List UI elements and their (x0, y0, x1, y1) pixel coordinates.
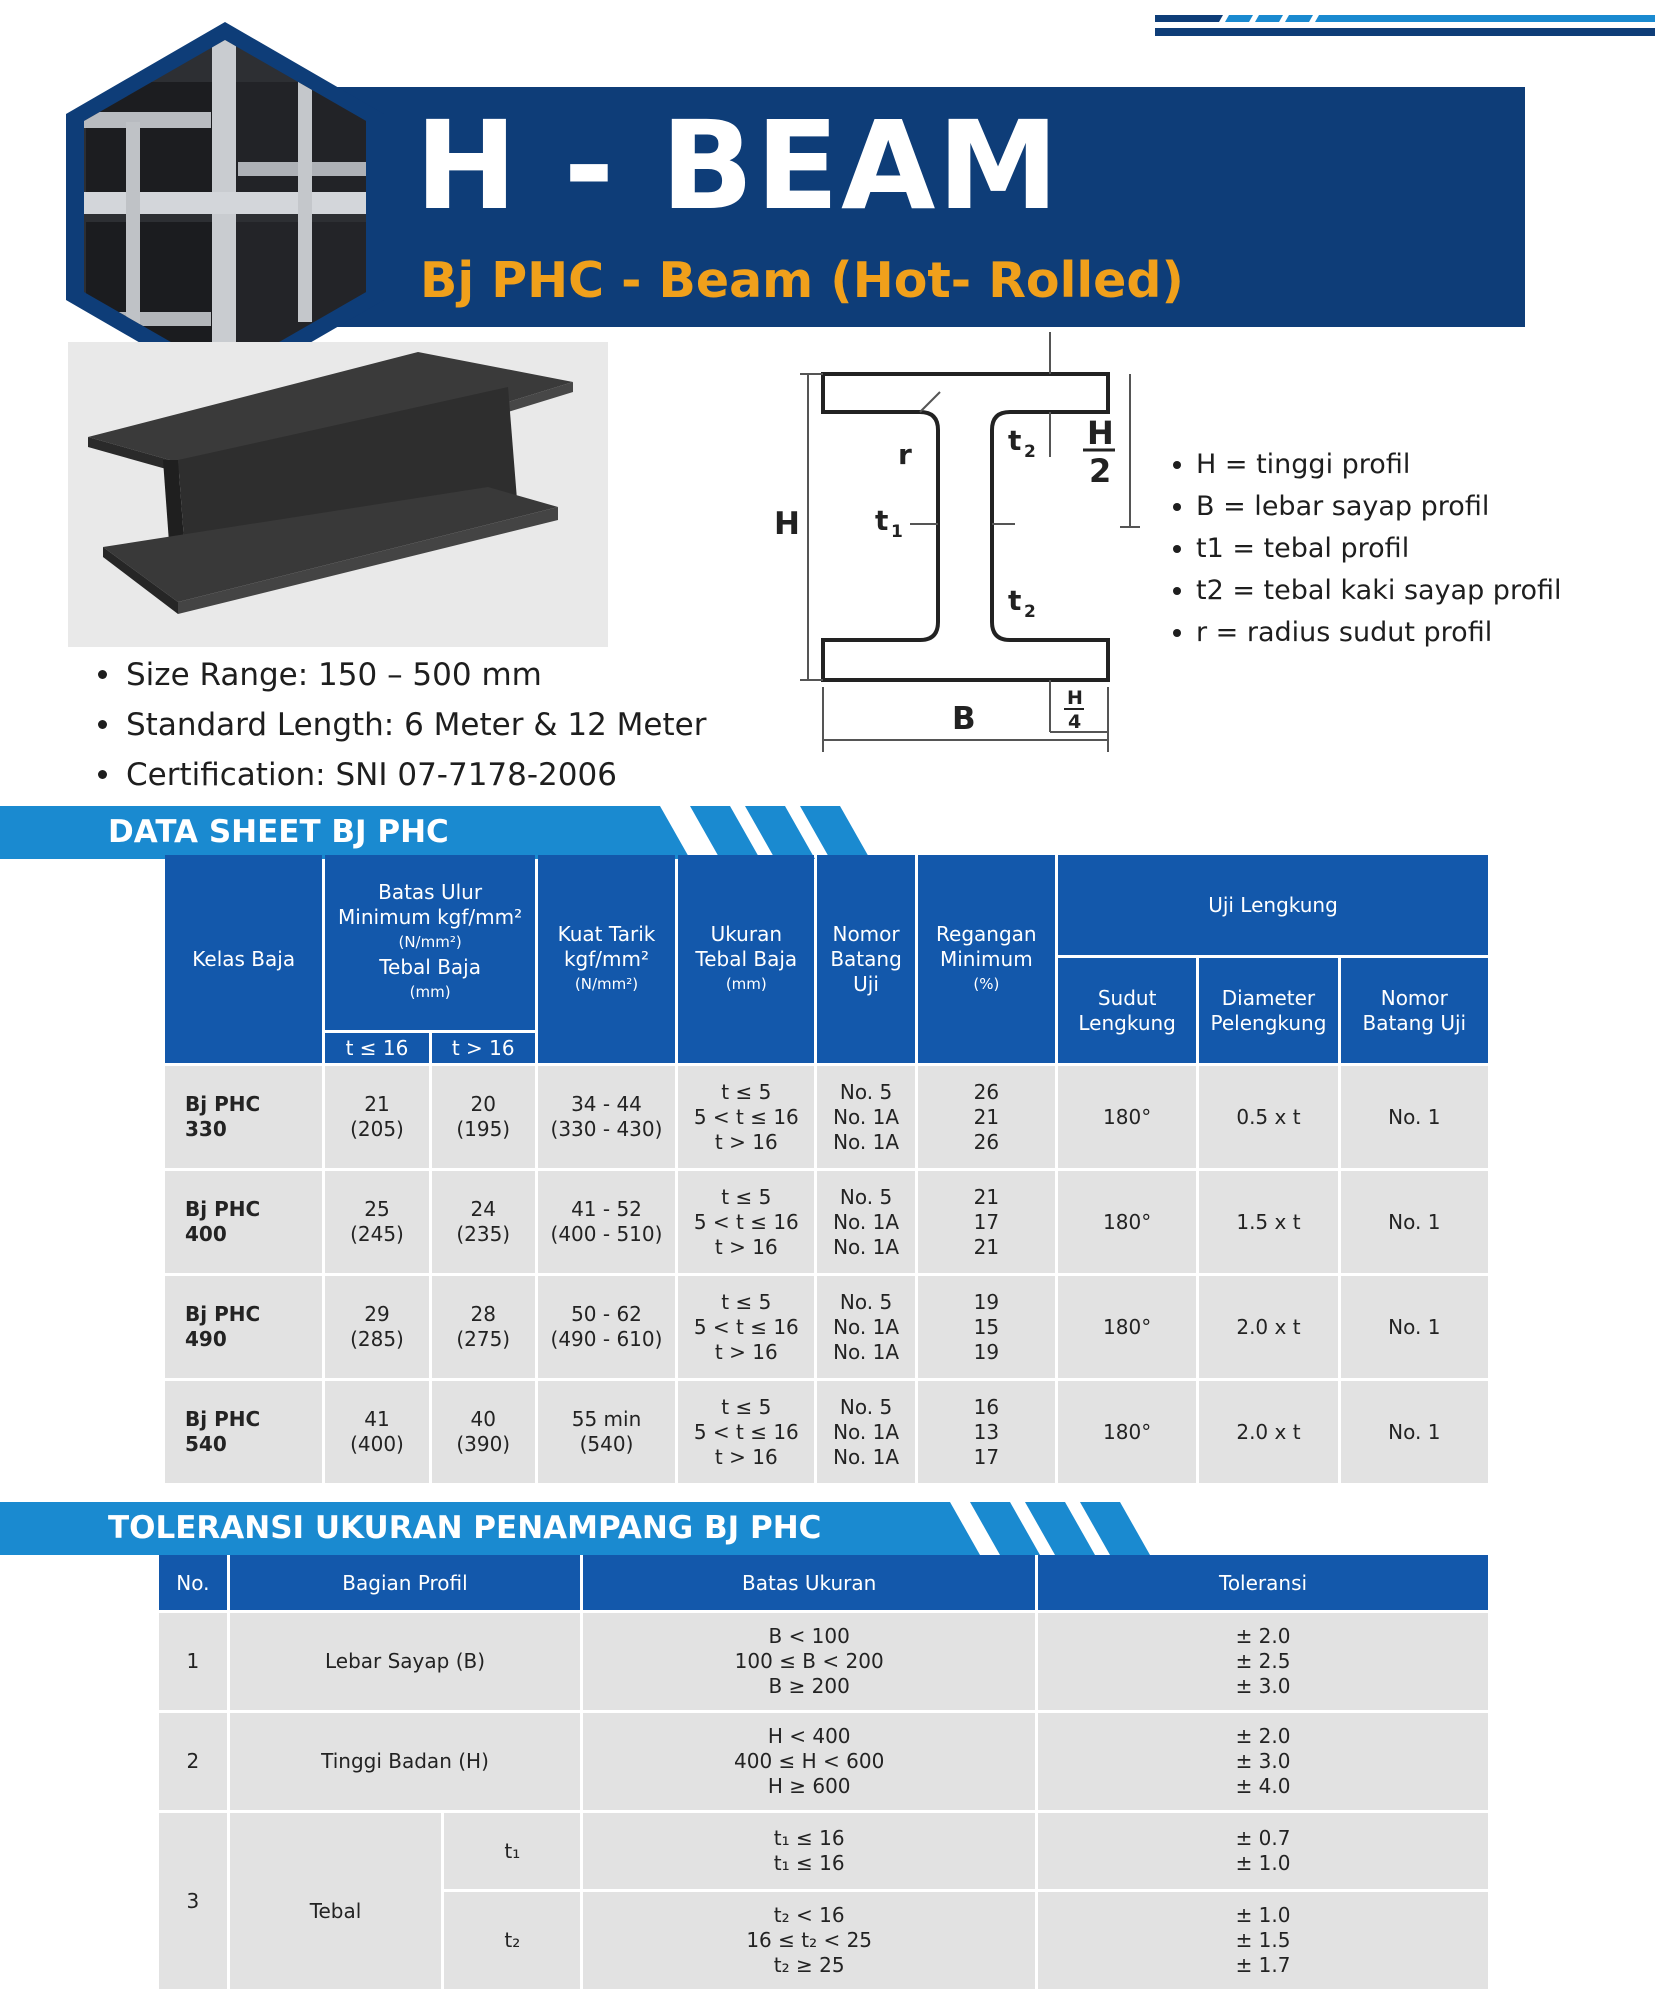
header-t-gt-16: t > 16 (432, 1033, 535, 1063)
beam-stack-photo (66, 22, 384, 392)
table-row: Bj PHC 330 21 (205) 20 (195) 34 - 44 (330 - 430) t ≤ 5 5 < t ≤ 16 t > 16 No. 5 No. 1A No. 1A 26 21 26 180° 0.5 x t No. 1 (165, 1066, 1488, 1168)
header-toleransi: Toleransi (1038, 1555, 1488, 1610)
label-t2-bottom: t (1008, 584, 1022, 617)
header-t-le-16: t ≤ 16 (325, 1033, 428, 1063)
header-batas-ulur: Batas Ulur Minimum kgf/mm² (N/mm²) Tebal Baja (mm) (325, 855, 534, 1030)
header-uji-lengkung: Uji Lengkung (1058, 855, 1488, 955)
spec-list (90, 650, 706, 800)
label-b: B (952, 701, 976, 737)
label-r: r (898, 438, 912, 471)
dimension-legend (1166, 444, 1561, 654)
table-row: 1 Lebar Sayap (B) B < 100 100 ≤ B < 200 B ≥ 200 ± 2.0 ± 2.5 ± 3.0 (159, 1613, 1488, 1710)
table-row: 3 Tebal t₁ t₁ ≤ 16 t₁ ≤ 16 ± 0.7 ± 1.0 (159, 1813, 1488, 1889)
legend-item: H = tinggi profil (1166, 444, 1561, 486)
decorative-stripes (1155, 14, 1655, 44)
header-bagian-profil: Bagian Profil (230, 1555, 581, 1610)
label-t2-top: t (1008, 424, 1022, 457)
tolerance-table (156, 1552, 1491, 1992)
label-half-numerator: H (1087, 414, 1114, 452)
table-row: Bj PHC 400 25 (245) 24 (235) 41 - 52 (400 - 510) t ≤ 5 5 < t ≤ 16 t > 16 No. 5 No. 1A No. 1A 21 17 21 180° 1.5 x t No. 1 (165, 1171, 1488, 1273)
tolerance-banner (0, 1502, 1150, 1555)
label-half-denominator: 2 (1089, 452, 1112, 490)
table-row: Bj PHC 490 29 (285) 28 (275) 50 - 62 (490 - 610) t ≤ 5 5 < t ≤ 16 t > 16 No. 5 No. 1A No. 1A 19 15 19 180° 2.0 x t No. 1 (165, 1276, 1488, 1378)
label-t1-sub: 1 (891, 522, 903, 542)
label-quarter-denominator: 4 (1068, 711, 1082, 733)
h-beam-cross-section-diagram (770, 332, 1155, 757)
header-diameter-pelengkung: Diameter Pelengkung (1199, 958, 1337, 1063)
spec-standard-length: Standard Length: 6 Meter & 12 Meter (90, 700, 706, 750)
table-row: Bj PHC 540 41 (400) 40 (390) 55 min (540) t ≤ 5 5 < t ≤ 16 t > 16 No. 5 No. 1A No. 1A 16 13 17 180° 2.0 x t No. 1 (165, 1381, 1488, 1483)
header-nomor-batang-uji: Nomor Batang Uji (1341, 958, 1488, 1063)
label-t1: t (875, 504, 889, 537)
header-kuat-tarik: Kuat Tarik kgf/mm² (N/mm²) (538, 855, 675, 1063)
datasheet-title: DATA SHEET BJ PHC (108, 814, 449, 850)
label-t2-bottom-sub: 2 (1024, 602, 1036, 622)
legend-item: t2 = tebal kaki sayap profil (1166, 570, 1561, 612)
legend-item: t1 = tebal profil (1166, 528, 1561, 570)
header-nomor-batang: Nomor Batang Uji (817, 855, 914, 1063)
table-row: 2 Tinggi Badan (H) H < 400 400 ≤ H < 600 H ≥ 600 ± 2.0 ± 3.0 ± 4.0 (159, 1713, 1488, 1810)
spec-certification: Certification: SNI 07-7178-2006 (90, 750, 706, 800)
label-h: H (774, 506, 800, 542)
label-quarter-numerator: H (1067, 687, 1083, 709)
h-beam-photo (68, 342, 608, 647)
header-batas-ukuran: Batas Ukuran (583, 1555, 1035, 1610)
header-regangan: Regangan Minimum (%) (918, 855, 1055, 1063)
tolerance-title: TOLERANSI UKURAN PENAMPANG BJ PHC (108, 1510, 822, 1546)
header-no: No. (159, 1555, 227, 1610)
legend-item: B = lebar sayap profil (1166, 486, 1561, 528)
header-sudut-lengkung: Sudut Lengkung (1058, 958, 1196, 1063)
page-subtitle: Bj PHC - Beam (Hot- Rolled) (420, 252, 1184, 309)
label-t2-top-sub: 2 (1024, 442, 1036, 462)
spec-size-range: Size Range: 150 – 500 mm (90, 650, 706, 700)
page-title: H - BEAM (415, 95, 1061, 237)
header-kelas: Kelas Baja (165, 855, 322, 1063)
datasheet-table (162, 852, 1491, 1486)
header-ukuran-tebal: Ukuran Tebal Baja (mm) (678, 855, 814, 1063)
table-row: t₂ t₂ < 16 16 ≤ t₂ < 25 t₂ ≥ 25 ± 1.0 ± 1.5 ± 1.7 (159, 1892, 1488, 1989)
legend-item: r = radius sudut profil (1166, 612, 1561, 654)
